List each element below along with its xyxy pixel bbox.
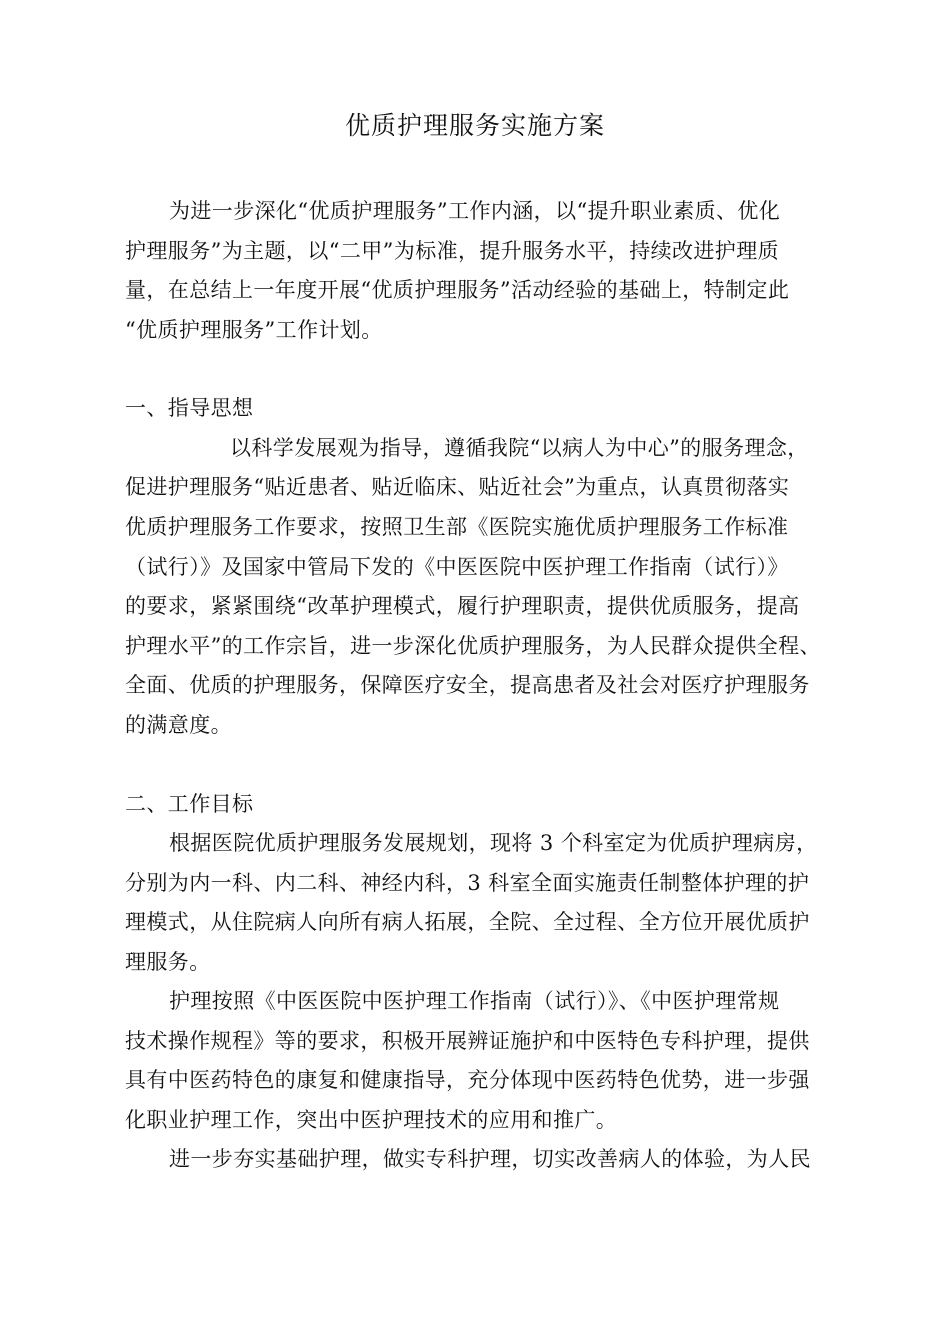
section1-line-1: 以科学发展观为指导，遵循我院“以病人为中心”的服务理念， (230, 436, 809, 460)
section2-line-2: 分别为内一科、内二科、神经内科，3 科室全面实施责任制整体护理的护 (125, 871, 810, 895)
section1-line-8: 的满意度。 (125, 713, 232, 737)
section-heading-work-goals: 二、工作目标 (125, 792, 254, 816)
section1-line-7: 全面、优质的护理服务，保障医疗安全，提高患者及社会对医疗护理服务 (125, 673, 810, 697)
intro-line-4: “优质护理服务”工作计划。 (125, 318, 383, 342)
section2-line-1: 根据医院优质护理服务发展规划，现将 3 个科室定为优质护理病房， (169, 831, 818, 855)
section1-line-5: 的要求，紧紧围绕“改革护理模式，履行护理职责，提供优质服务，提高 (125, 594, 800, 618)
section2-line-9: 进一步夯实基础护理，做实专科护理，切实改善病人的体验，为人民 (169, 1147, 811, 1171)
intro-line-2: 护理服务”为主题，以“二甲”为标准，提升服务水平，持续改进护理质 (125, 239, 780, 263)
intro-line-1: 为进一步深化“优质护理服务”工作内涵，以“提升职业素质、优化 (169, 199, 781, 223)
section1-line-2: 促进护理服务“贴近患者、贴近临床、贴近社会”为重点，认真贯彻落实 (125, 475, 790, 499)
section2-line-5: 护理按照《中医医院中医护理工作指南（试行）》、《中医护理常规 (169, 989, 780, 1013)
section2-line-4: 理服务。 (125, 950, 211, 974)
section1-line-3: 优质护理服务工作要求，按照卫生部《医院实施优质护理服务工作标准 (125, 515, 789, 539)
intro-line-3: 量，在总结上一年度开展“优质护理服务”活动经验的基础上，特制定此 (125, 278, 790, 302)
document-title: 优质护理服务实施方案 (344, 111, 605, 140)
section2-line-6: 技术操作规程》等的要求，积极开展辨证施护和中医特色专科护理，提供 (125, 1029, 810, 1053)
section2-line-3: 理模式，从住院病人向所有病人拓展，全院、全过程、全方位开展优质护 (125, 910, 810, 934)
section2-line-8: 化职业护理工作，突出中医护理技术的应用和推广。 (125, 1108, 618, 1132)
section1-line-4: （试行）》及国家中管局下发的《中医医院中医护理工作指南（试行）》 (125, 555, 789, 579)
section-heading-guiding-ideology: 一、指导思想 (125, 396, 254, 420)
section2-line-7: 具有中医药特色的康复和健康指导，充分体现中医药特色优势，进一步强 (125, 1068, 810, 1092)
section1-line-6: 护理水平”的工作宗旨，进一步深化优质护理服务，为人民群众提供全程、 (125, 634, 821, 658)
